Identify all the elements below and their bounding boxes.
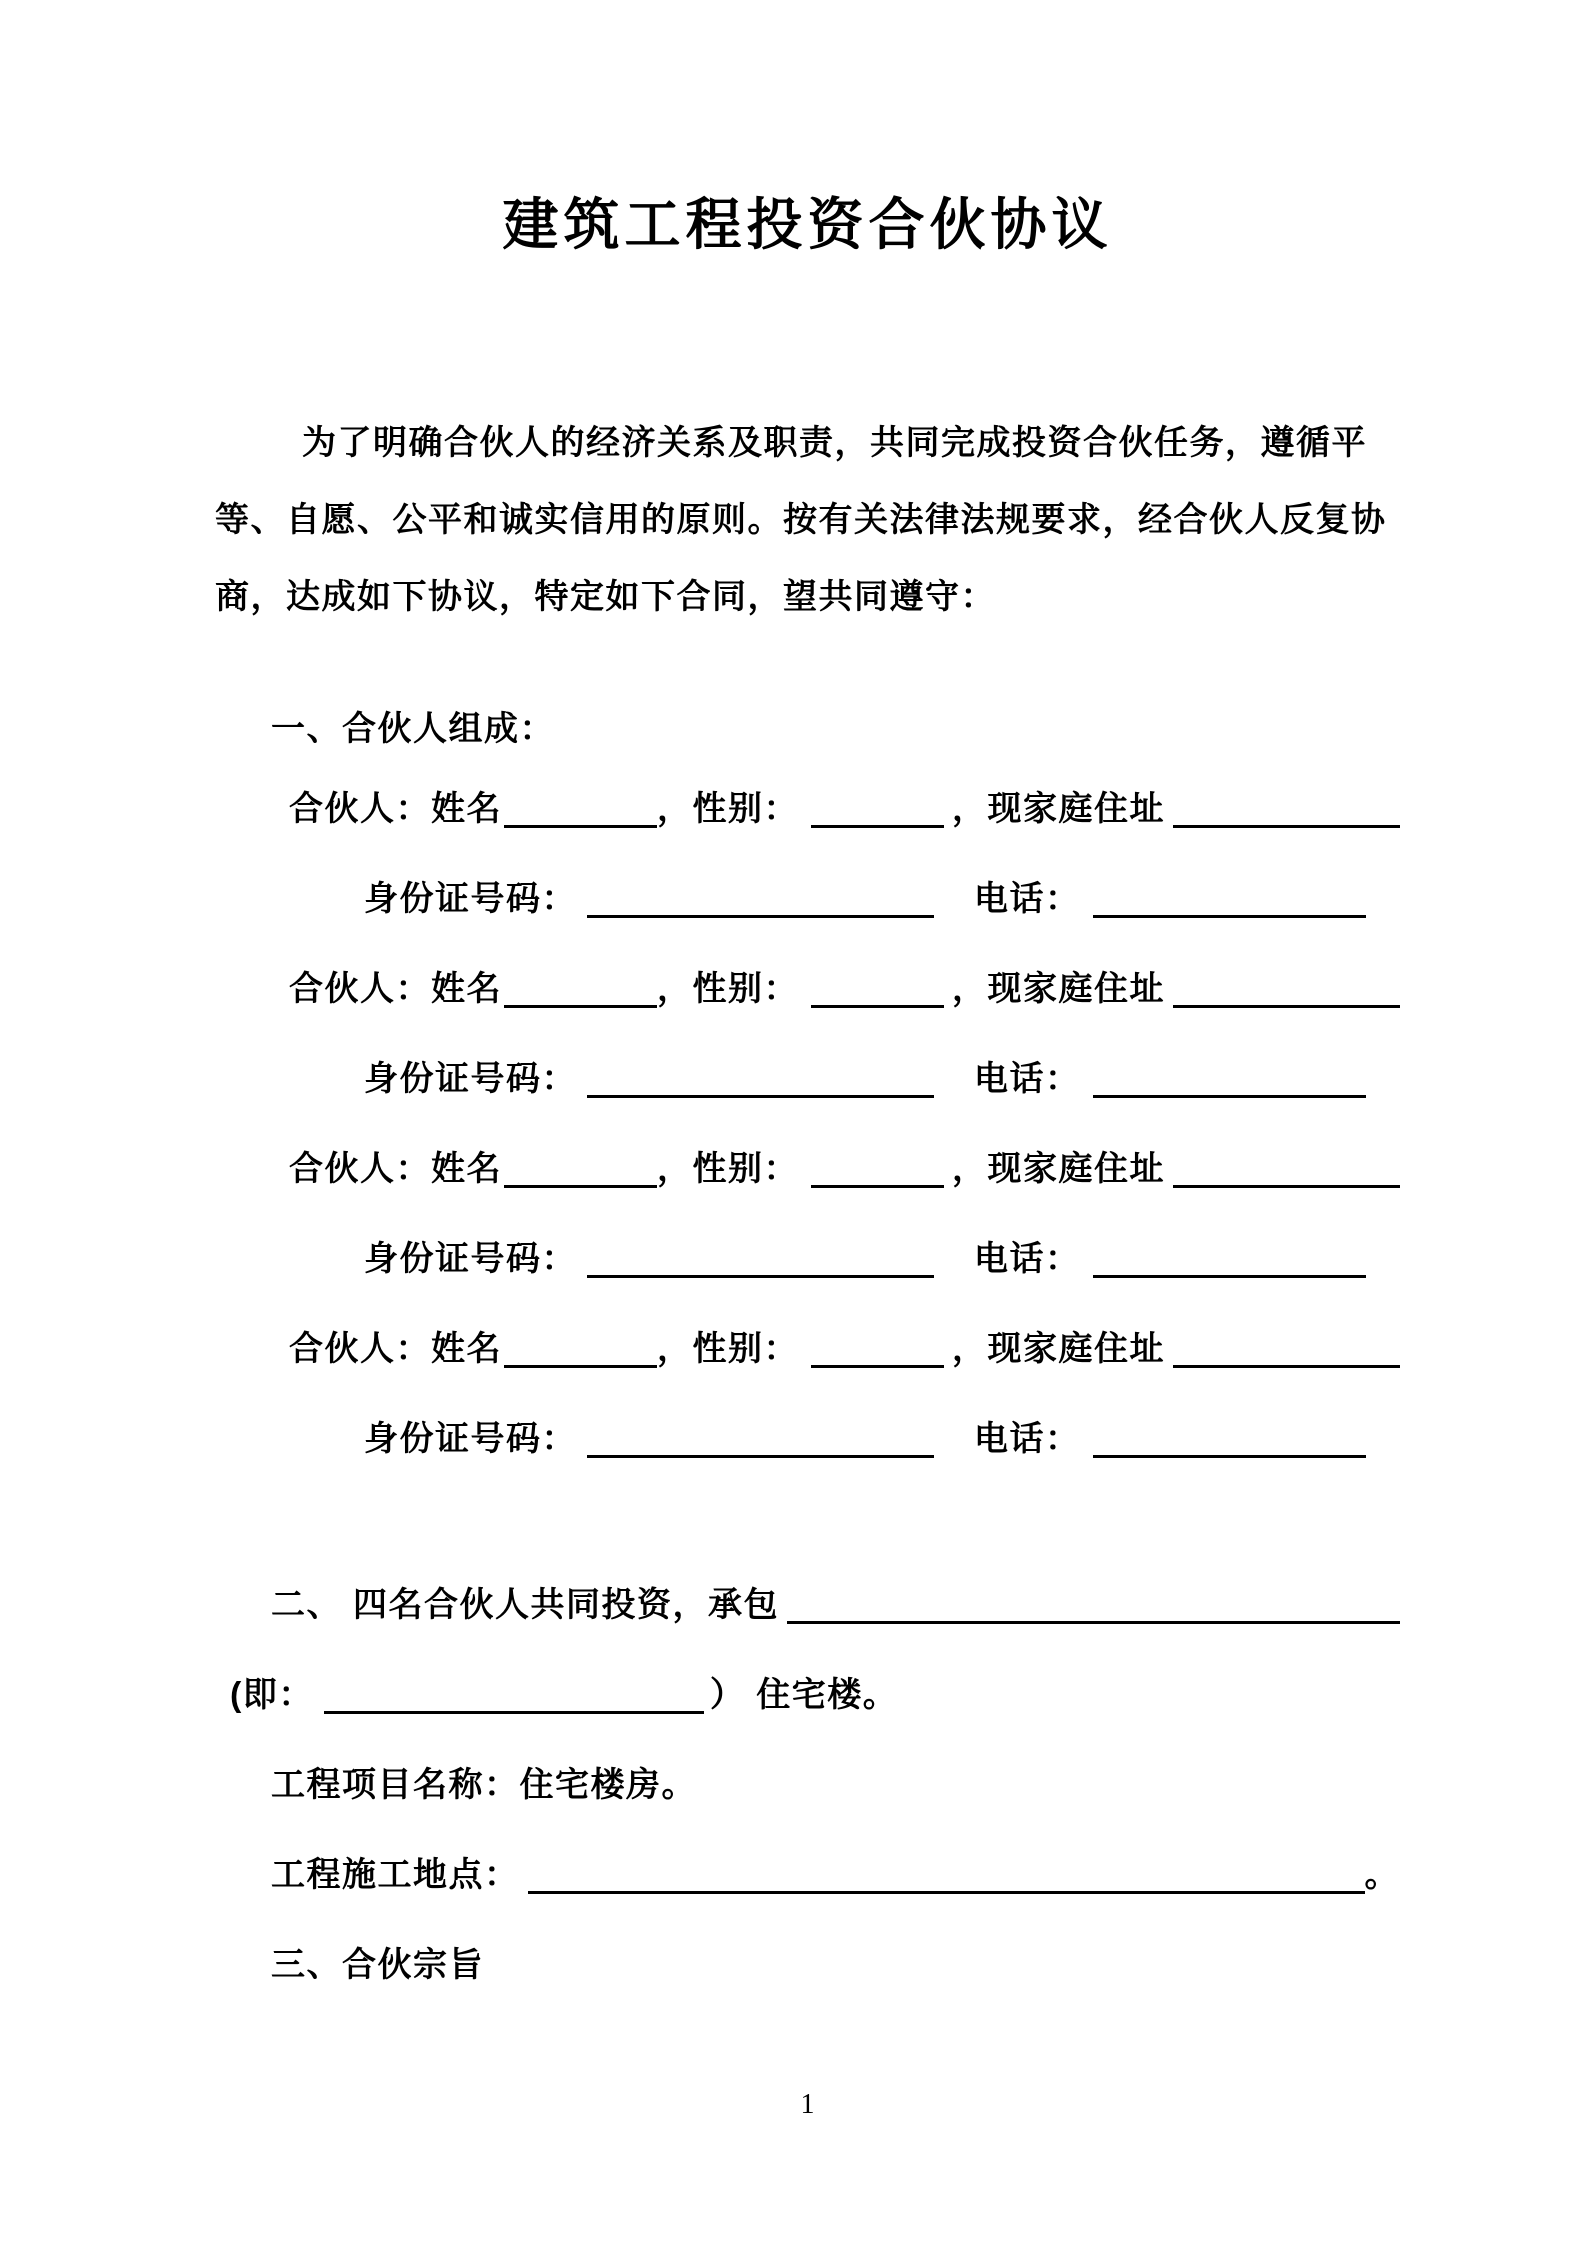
phone-label: 电话： <box>974 1240 1081 1278</box>
section-two-heading: 二、 四名合伙人共同投资，承包 <box>271 1586 779 1624</box>
section-one-heading: 一、合伙人组成： <box>271 710 555 748</box>
partner-id-row-3 <box>215 1214 1400 1304</box>
address-blank-line <box>1173 1005 1400 1008</box>
partner-gender-label: ，性别： <box>657 1330 799 1368</box>
id-number-label: 身份证号码： <box>364 1420 577 1458</box>
intro-line-1: 为了明确合伙人的经济关系及职责，共同完成投资合伙任务，遵循平 <box>302 424 1367 462</box>
name-blank-line <box>504 1005 657 1008</box>
paren-blank-line <box>324 1711 704 1714</box>
section-three-heading: 三、合伙宗旨 <box>271 1946 484 1984</box>
section-two-heading-row <box>215 1560 1400 1650</box>
name-blank-line <box>504 825 657 828</box>
phone-blank-line <box>1093 915 1366 918</box>
paren-prefix-label: (即： <box>230 1676 314 1714</box>
partner-id-row-1 <box>215 854 1400 944</box>
phone-label: 电话： <box>974 1060 1081 1098</box>
partner-address-label: ，现家庭住址 <box>952 1150 1165 1188</box>
address-blank-line <box>1173 1365 1400 1368</box>
partner-address-label: ，现家庭住址 <box>952 1330 1165 1368</box>
partner-address-label: ，现家庭住址 <box>952 970 1165 1008</box>
id-blank-line <box>587 1095 934 1098</box>
partner-gender-label: ，性别： <box>657 970 799 1008</box>
partner-name-label: 合伙人：姓名 <box>289 1330 502 1368</box>
gender-blank-line <box>811 1365 944 1368</box>
id-blank-line <box>587 915 934 918</box>
partners-list <box>215 764 1400 1484</box>
gender-blank-line <box>811 825 944 828</box>
partner-id-row-2 <box>215 1034 1400 1124</box>
name-blank-line <box>504 1365 657 1368</box>
contract-blank-line <box>787 1621 1400 1624</box>
id-number-label: 身份证号码： <box>364 1060 577 1098</box>
phone-label: 电话： <box>974 880 1081 918</box>
partner-name-label: 合伙人：姓名 <box>289 790 502 828</box>
document-title: 建筑工程投资合伙协议 <box>502 193 1113 256</box>
location-period: 。 <box>1364 1856 1400 1894</box>
location-row <box>215 1830 1400 1920</box>
project-name-line: 工程项目名称：住宅楼房。 <box>271 1766 697 1804</box>
paren-row <box>215 1650 1400 1740</box>
paren-suffix-label: ） 住宅楼。 <box>709 1676 899 1714</box>
id-number-label: 身份证号码： <box>364 880 577 918</box>
partner-name-label: 合伙人：姓名 <box>289 1150 502 1188</box>
partner-row-3 <box>215 1124 1400 1214</box>
address-blank-line <box>1173 825 1400 828</box>
partner-row-4 <box>215 1304 1400 1394</box>
partner-gender-label: ，性别： <box>657 1150 799 1188</box>
name-blank-line <box>504 1185 657 1188</box>
intro-line-2: 等、自愿、公平和诚实信用的原则。按有关法律法规要求，经合伙人反复协 <box>215 501 1387 539</box>
phone-blank-line <box>1093 1455 1366 1458</box>
location-blank-line <box>528 1891 1365 1894</box>
location-label: 工程施工地点： <box>271 1856 520 1894</box>
partner-gender-label: ，性别： <box>657 790 799 828</box>
page-number: 1 <box>800 2089 815 2120</box>
phone-blank-line <box>1093 1275 1366 1278</box>
gender-blank-line <box>811 1005 944 1008</box>
partner-id-row-4 <box>215 1394 1400 1484</box>
partner-row-1 <box>215 764 1400 854</box>
phone-blank-line <box>1093 1095 1366 1098</box>
partner-row-2 <box>215 944 1400 1034</box>
phone-label: 电话： <box>974 1420 1081 1458</box>
partner-address-label: ，现家庭住址 <box>952 790 1165 828</box>
id-blank-line <box>587 1275 934 1278</box>
address-blank-line <box>1173 1185 1400 1188</box>
id-number-label: 身份证号码： <box>364 1240 577 1278</box>
gender-blank-line <box>811 1185 944 1188</box>
intro-line-3: 商，达成如下协议，特定如下合同，望共同遵守： <box>215 578 996 616</box>
intro-paragraph <box>215 405 1400 636</box>
id-blank-line <box>587 1455 934 1458</box>
partner-name-label: 合伙人：姓名 <box>289 970 502 1008</box>
